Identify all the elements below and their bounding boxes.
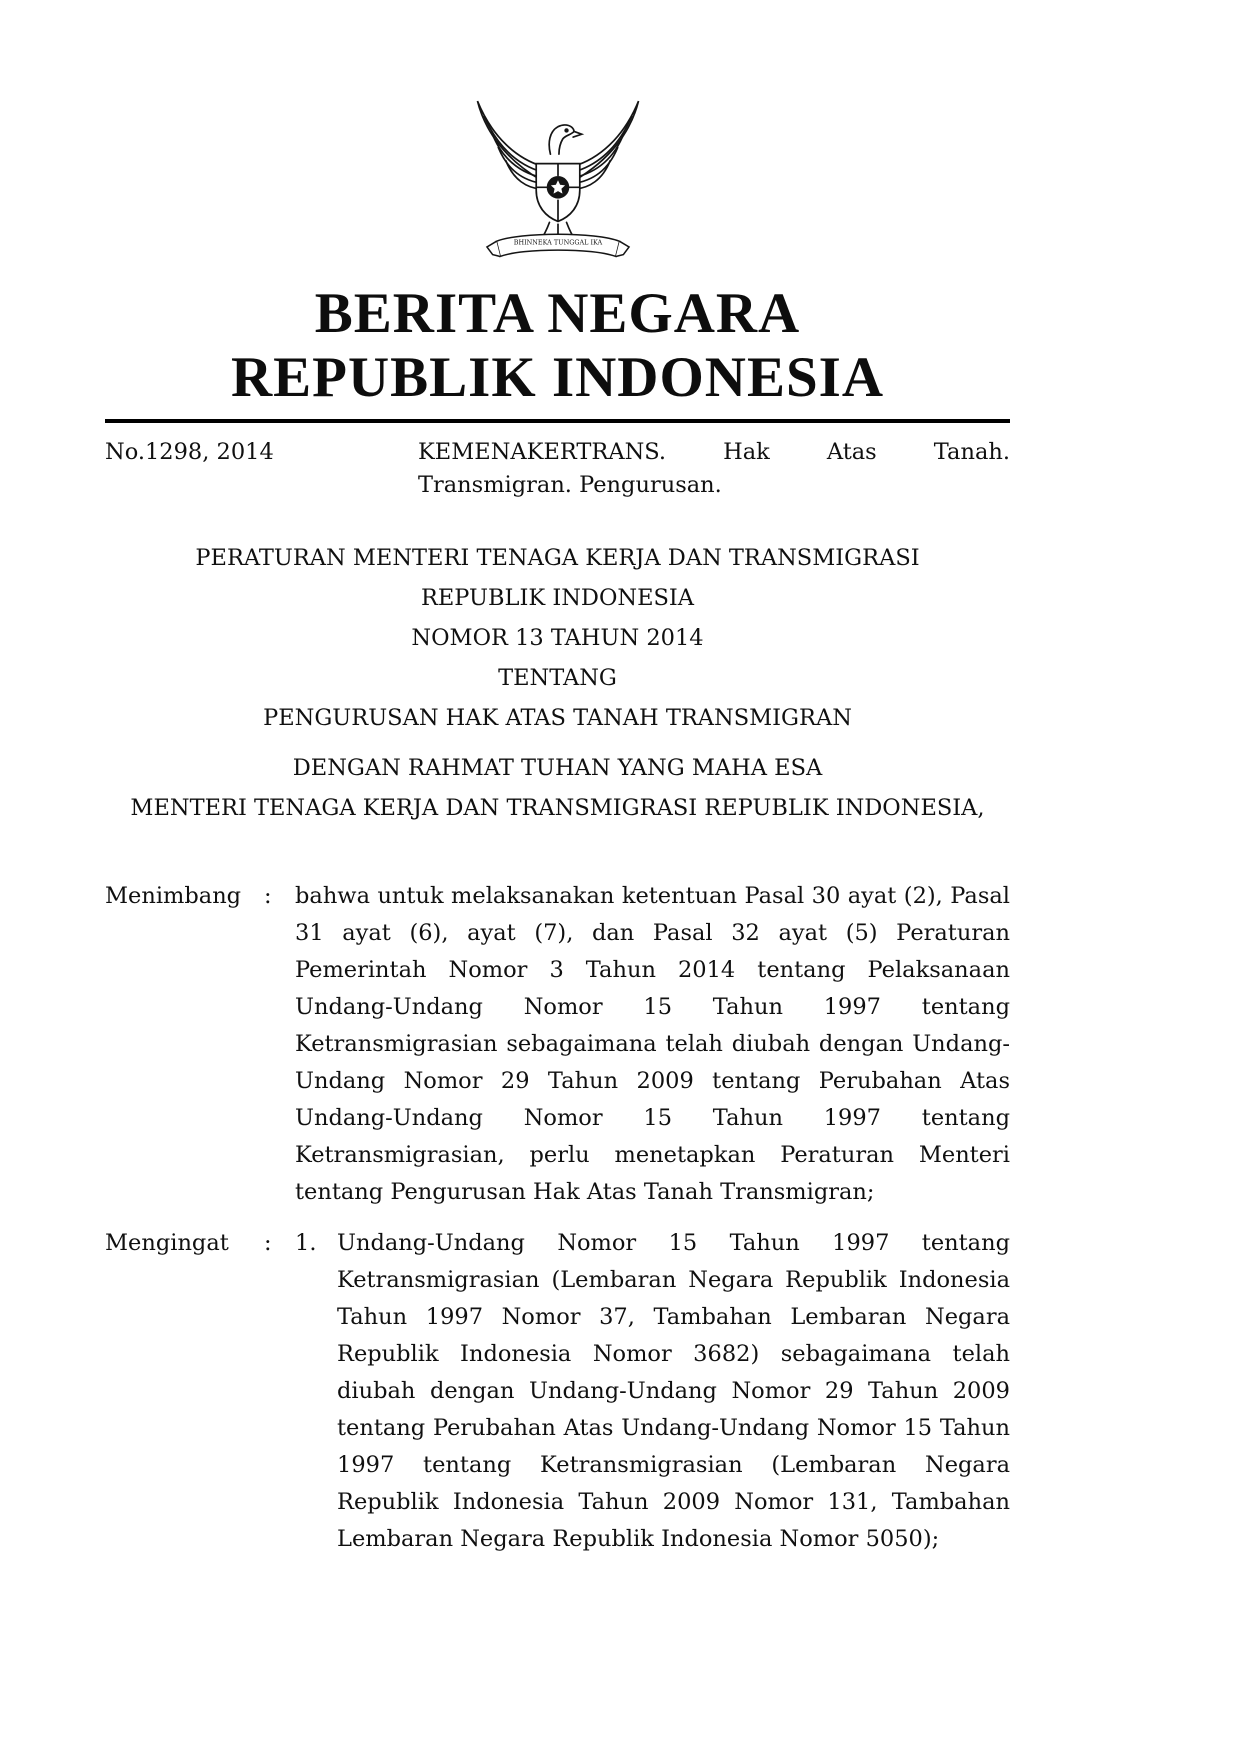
subject-line-1: KEMENAKERTRANS. Hak Atas Tanah. [418,438,1010,465]
masthead-title [105,282,1010,411]
issue-row [105,436,1010,502]
subject-line-2: Transmigran. Pengurusan. [418,471,722,498]
issue-number: No.1298, 2014 [105,438,274,465]
legal-basis-item-number: 1. [295,1229,317,1256]
considerations-clause [105,878,1010,1211]
regulation-title-line-1: PERATURAN MENTERI TENAGA KERJA DAN TRANSMIGRASI [195,544,920,571]
garuda-pancasila-emblem [468,80,648,270]
regulation-title-block [105,538,1010,828]
legal-basis-item [295,1225,1010,1558]
legal-basis-colon: : [264,1229,272,1256]
eagle-head [549,125,574,154]
considerations-text: bahwa untuk melaksanakan ketentuan Pasal 30 ayat (2), Pasal 31 ayat (6), ayat (7), dan Pasal 32 ayat (5) Peraturan Pemerintah Nomor 3 Tahun 2014 tentang Pelaksanaan Undang-Undang Nomor 15 Tahun 1997 tentang Ketransmigrasian sebagaimana telah diubah dengan Undang-Undang Nomor 29 Tahun 2009 tentang Perubahan Atas Undang-Undang Nomor 15 Tahun 1997 tentang Ketransmigrasian, perlu menetapkan Peraturan Menteri tentang Pengurusan Hak Atas Tanah Transmigran; [295,882,1010,1205]
subject-block [418,436,1010,502]
legal-basis-clause [105,1225,1010,1558]
legal-basis-items [295,1225,1010,1558]
considerations-label: Menimbang [105,882,242,909]
authority-line: MENTERI TENAGA KERJA DAN TRANSMIGRASI REPUBLIK INDONESIA, [130,794,985,821]
emblem-container [105,0,1010,270]
regulation-title-line-4: TENTANG [498,664,617,691]
regulation-title-line-5: PENGURUSAN HAK ATAS TANAH TRANSMIGRAN [263,704,852,731]
regulation-title-line-2: REPUBLIK INDONESIA [420,584,695,611]
invocation-line: DENGAN RAHMAT TUHAN YANG MAHA ESA [292,754,823,781]
page-content [105,0,1010,1558]
legal-basis-item-text: Undang-Undang Nomor 15 Tahun 1997 tentang Ketransmigrasian (Lembaran Negara Republik Indonesia Tahun 1997 Nomor 37, Tambahan Lembaran Negara Republik Indonesia Nomor 3682) sebagaimana telah diubah dengan Undang-Undang Nomor 29 Tahun 2009 tentang Perubahan Atas Undang-Undang Nomor 15 Tahun 1997 tentang Ketransmigrasian (Lembaran Negara Republik Indonesia Tahun 2009 Nomor 131, Tambahan Lembaran Negara Republik Indonesia Nomor 5050); [337,1229,1010,1552]
regulation-title-line-3: NOMOR 13 TAHUN 2014 [411,624,704,651]
considerations-colon: : [264,882,272,909]
legal-basis-label: Mengingat [105,1229,229,1256]
emblem-motto: BHINNEKA TUNGGAL IKA [513,238,602,247]
masthead-divider [105,419,1010,423]
masthead-title-line1: BERITA NEGARA [314,282,801,345]
masthead-title-line2: REPUBLIK INDONESIA [230,346,885,410]
pancasila-shield [536,164,580,222]
eagle-beak [573,131,582,137]
